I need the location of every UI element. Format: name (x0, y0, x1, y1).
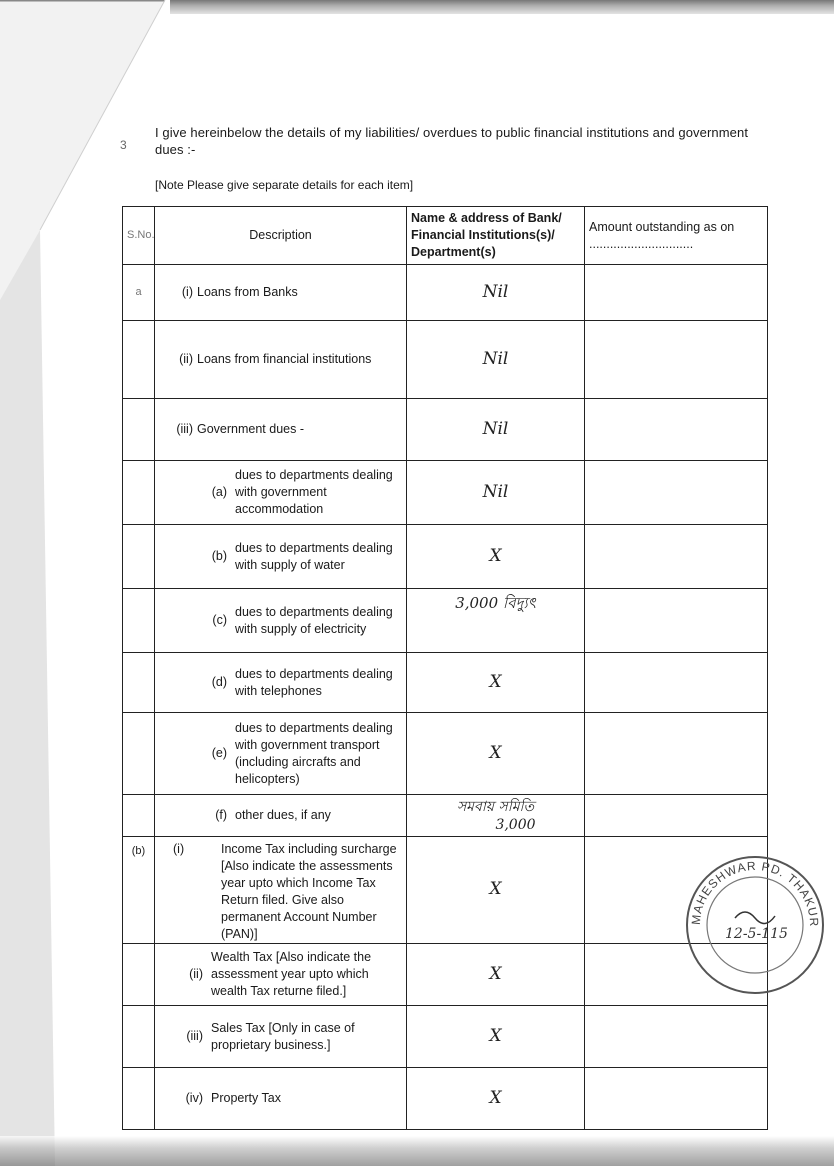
table-row (123, 1006, 768, 1068)
row-bank (407, 265, 585, 321)
office-stamp (680, 850, 830, 1000)
row-amount (585, 713, 768, 795)
row-description: (a) dues to departments dealing with government accommodation (155, 461, 407, 525)
signature-icon (735, 912, 775, 924)
row-sno (123, 1006, 155, 1068)
row-amount (585, 795, 768, 837)
row-description: (e) dues to departments dealing with government transport (including aircrafts and helicopters) (155, 713, 407, 795)
handwritten-entry: X (489, 879, 502, 899)
row-sno (123, 399, 155, 461)
table-row (123, 321, 768, 399)
handwritten-entry: 3,000 (495, 816, 536, 833)
row-description: (f) other dues, if any (155, 795, 407, 837)
row-bank (407, 525, 585, 589)
handwritten-entry: সমবায় সমিতি (456, 798, 535, 815)
row-bank (407, 399, 585, 461)
handwritten-entry: 3,000 বিদ্যুৎ (455, 594, 536, 612)
row-amount (585, 1068, 768, 1130)
handwritten-entry: X (489, 1087, 502, 1108)
row-sno (123, 944, 155, 1006)
handwritten-entry: X (489, 742, 502, 763)
row-description: (iii) Government dues - (155, 399, 407, 461)
liabilities-table (122, 206, 768, 1130)
handwritten-entry: Nil (482, 281, 509, 302)
row-description: (b) dues to departments dealing with supply of water (155, 525, 407, 589)
handwritten-entry: Nil (482, 348, 509, 369)
row-sno (123, 1068, 155, 1130)
table-row (123, 795, 768, 837)
row-sno (123, 653, 155, 713)
header-amount: Amount outstanding as on .............................. (585, 207, 768, 265)
header-sno: S.No. (123, 207, 155, 265)
row-sno (123, 461, 155, 525)
handwritten-entry: X (489, 671, 502, 692)
row-bank (407, 321, 585, 399)
row-description: (i) Loans from Banks (155, 265, 407, 321)
section-number: 3 (120, 138, 127, 152)
row-amount (585, 321, 768, 399)
note-text: [Note Please give separate details for each item] (155, 178, 414, 192)
table-row (123, 1068, 768, 1130)
row-bank (407, 837, 585, 944)
handwritten-entry: X (489, 545, 502, 566)
row-bank (407, 713, 585, 795)
row-description: (c) dues to departments dealing with supply of electricity (155, 589, 407, 653)
handwritten-entry: X (489, 1025, 502, 1046)
row-sno (123, 795, 155, 837)
table-row (123, 589, 768, 653)
table-row (123, 399, 768, 461)
row-sno (123, 321, 155, 399)
row-description: (iii) Sales Tax [Only in case of proprietary business.] (155, 1006, 407, 1068)
handwritten-entry: Nil (482, 481, 509, 502)
row-sno (123, 525, 155, 589)
table-header-row (123, 207, 768, 265)
table-row (123, 653, 768, 713)
row-bank (407, 1068, 585, 1130)
row-bank (407, 653, 585, 713)
handwritten-entry: X (489, 963, 502, 984)
table-row (123, 461, 768, 525)
table-row (123, 265, 768, 321)
row-bank (407, 944, 585, 1006)
row-amount (585, 461, 768, 525)
row-sno: (b) (123, 837, 155, 944)
stamp-text: MAHESHWAR PD. THAKUR (688, 858, 822, 928)
row-bank (407, 461, 585, 525)
row-description: (d) dues to departments dealing with telephones (155, 653, 407, 713)
scan-bottom-edge (0, 1136, 834, 1166)
row-amount (585, 399, 768, 461)
row-bank (407, 589, 585, 653)
row-amount (585, 1006, 768, 1068)
stamp-date: 12-5-115 (725, 926, 788, 942)
row-sno (123, 713, 155, 795)
row-sno: a (123, 265, 155, 321)
row-sno (123, 589, 155, 653)
table-row (123, 525, 768, 589)
table-row (123, 713, 768, 795)
handwritten-entry: Nil (482, 418, 509, 439)
row-description: (i) Income Tax including surcharge [Also indicate the assessments year upto which Income Tax Return filed. Give also permanent Account Number (PAN)] (155, 837, 407, 944)
row-amount (585, 265, 768, 321)
row-bank (407, 795, 585, 837)
intro-text: I give hereinbelow the details of my liabilities/ overdues to public financial institutions and government dues :- (155, 125, 749, 157)
row-amount (585, 589, 768, 653)
row-description: (ii) Loans from financial institutions (155, 321, 407, 399)
row-bank (407, 1006, 585, 1068)
header-description: Description (155, 207, 407, 265)
header-bank: Name & address of Bank/ Financial Institutions(s)/ Department(s) (407, 207, 585, 265)
row-amount (585, 653, 768, 713)
row-description: (ii) Wealth Tax [Also indicate the assessment year upto which wealth Tax returne filed.] (155, 944, 407, 1006)
table-row (123, 837, 768, 944)
row-amount (585, 525, 768, 589)
table-row (123, 944, 768, 1006)
row-description: (iv) Property Tax (155, 1068, 407, 1130)
